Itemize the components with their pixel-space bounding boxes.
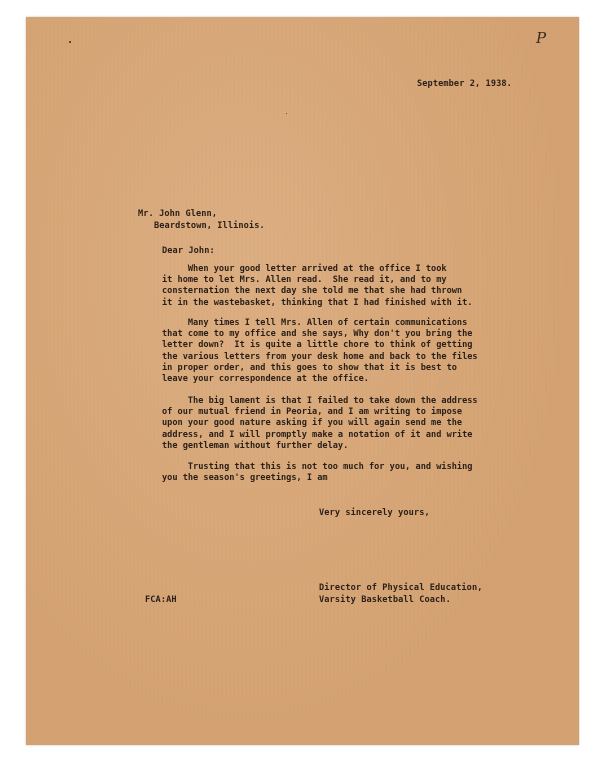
paragraph-1-line: consternation the next day she told me that she had thrown [162,286,463,297]
letter-page [26,17,579,745]
paragraph-2 [162,318,512,385]
recipient-city: Beardstown, Illinois. [154,221,265,231]
paper-speck [69,41,71,43]
typist-initials: FCA:AH [145,595,177,605]
paragraph-2-line: leave your correspondence at the office. [162,373,369,384]
paragraph-3-line: address, and I will promptly make a notation of it and write [162,429,473,440]
paragraph-4 [162,462,512,484]
letter-date: September 2, 1938. [417,79,512,89]
salutation: Dear John: [162,246,215,256]
paragraph-3-line: the gentleman without further delay. [162,440,349,451]
signature-title-1: Director of Physical Education, [319,583,483,593]
paragraph-3 [162,396,512,452]
corner-handwritten-mark: P [536,29,547,47]
paragraph-1-line: it home to let Mrs. Allen read. She read it, and to my [162,275,447,286]
paragraph-2-line: letter down? It is quite a little chore to think of getting [162,340,473,351]
paragraph-2-line: in proper order, and this goes to show that it is best to [162,362,457,373]
paragraph-4-line: Trusting that this is not too much for you, and wishing [162,462,473,472]
closing: Very sincerely yours, [319,508,430,518]
paragraph-2-line: that come to my office and she says, Why don't you bring the [162,329,473,340]
paragraph-1 [162,264,512,309]
signature-title-2: Varsity Basketball Coach. [319,595,451,605]
recipient-name: Mr. John Glenn, [138,209,218,219]
paragraph-3-line: upon your good nature asking if you will again send me the [162,418,463,429]
paper-speck [286,113,287,114]
paragraph-2-line: the various letters from your desk home and back to the files [162,351,478,362]
paragraph-3-line: of our mutual friend in Peoria, and I am writing to impose [162,407,463,418]
paragraph-1-line: When your good letter arrived at the office I took [162,264,447,274]
paragraph-4-line: you the season's greetings, I am [162,473,328,484]
paragraph-2-line: Many times I tell Mrs. Allen of certain communications [162,318,468,328]
paragraph-3-line: The big lament is that I failed to take down the address [162,396,478,406]
paragraph-1-line: it in the wastebasket, thinking that I had finished with it. [162,297,473,308]
